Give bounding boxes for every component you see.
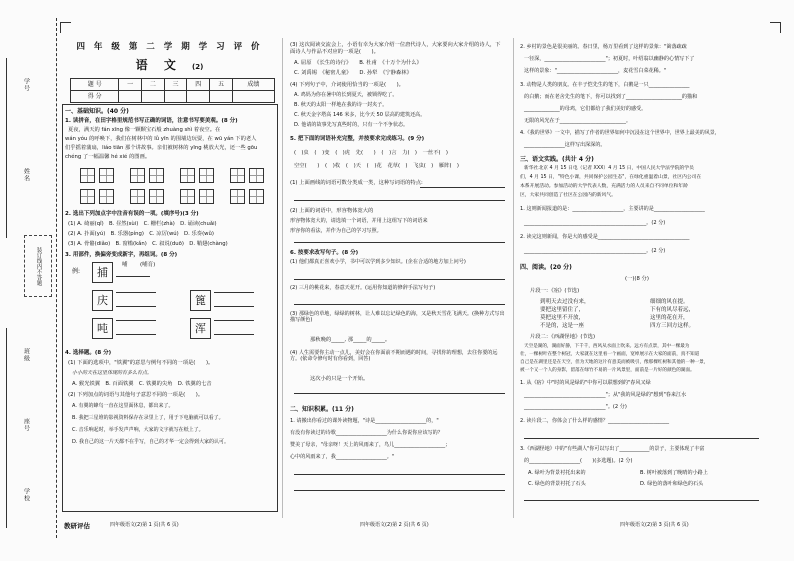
corner-mark: [770, 22, 781, 33]
question-text: 这样的景象："________________________，麦花雪白菜花稀。": [524, 68, 667, 74]
option[interactable]: C. 音乐响起时，举手发声声响，大家的文字就写在纸上了。: [72, 427, 204, 433]
answer-line[interactable]: [420, 187, 505, 188]
brand-logo: 教研评估: [64, 522, 90, 530]
grid-cell[interactable]: [80, 168, 95, 183]
answer-line[interactable]: [116, 320, 156, 321]
question-text: (1) 他们都真正喜欢小学，书中可以学到多少知识。(企在合适的地方加上问号): [290, 259, 466, 265]
question-text: (3) 这次阅读交流会上，小语有幸为大家介绍一位唐代诗人，大家要向大家介绍的诗人，下面诗人与作品不对应的一项是( )。: [290, 42, 501, 55]
column-divider: [282, 38, 283, 518]
writing-grid[interactable]: [80, 189, 264, 204]
sidebar-label-seat: 座号: [22, 418, 30, 432]
subsection-title: (一)(8 分): [625, 276, 649, 282]
question-text: ________________________________"。(2 分): [524, 404, 627, 410]
passage-title: 片段二：《西湖怪地》(节选): [530, 334, 596, 340]
char-box: 篦: [190, 290, 211, 311]
question-text: 3.《西湖怪地》中的"有些湖人"你可以写出了____________的景子，主要体现了丰富: [520, 446, 705, 452]
option[interactable]: C. 绿色的背景衬托了石头: [528, 481, 586, 487]
exam-title: 四 年 级 第 二 学 期 学 习 评 价: [76, 42, 263, 52]
column-divider: [513, 38, 514, 518]
question-title: 1. 读拼音，在田字格里规范书写正确的词语，注意书写要美观。(8 分): [65, 118, 238, 124]
question-text: 们乎摇着蒲扇，liáo tiān 那个讲故事。亲们被树林的 yīng 桃放大光，还一些 gōu: [65, 145, 258, 151]
answer-line[interactable]: [116, 292, 156, 293]
fill-sentence[interactable]: 那秋晚的_____, 那_____的_____。: [310, 337, 391, 343]
answer-line[interactable]: [294, 393, 505, 394]
poem-right: 细细的风在提。 下有的风尽着远， 这里的花在开， 四方三回方这样。: [650, 299, 695, 329]
answer-line[interactable]: [294, 490, 505, 491]
answer-line[interactable]: [214, 320, 254, 321]
question-text: (4) 下列句子中，介词使用恰当的一项是( )。: [290, 82, 404, 88]
option-row: (1) A. 绮丽(qǐ) B. 昼然(sùi) C. 栅栏(zhà) D. 诵读(chuǎi): [68, 221, 217, 227]
sidebar-label-name: 姓名: [22, 168, 30, 182]
answer-line[interactable]: [524, 438, 759, 439]
option-row: (3) A. 骨骼(diǎo) B. 窗槛(kǎn) C. 叙说(duō) D. 鞘翅(chàng): [68, 241, 228, 247]
seal-line-notice: 装订线内不答题: [24, 235, 52, 297]
fill-sentence: 这次小的只是一个开始。: [310, 376, 369, 382]
exam-subject: 语 文 (2): [135, 58, 204, 72]
answer-line[interactable]: [214, 306, 254, 307]
fill-row[interactable]: ( )虫 ( )变 ( )虎 先( ) ( )言 力( ) 一丝不( ): [294, 150, 448, 156]
answer-line[interactable]: [116, 334, 156, 335]
passage-text: 区，大家共同创造了社区在公园内的新风气。: [520, 193, 616, 198]
question-text: ________________这样写出深深的。: [524, 142, 606, 148]
fill-line: [6, 58, 8, 238]
writing-grid[interactable]: [80, 168, 264, 183]
question-title: 2. 选出下列加点字中注音有误的一项。(填序号)(3 分): [65, 211, 199, 217]
question-text: 无限的风光在于__________________________。: [524, 118, 631, 124]
option[interactable]: A. 有翼的蜂鸟一直在这里面休息，都出来了。: [72, 403, 174, 409]
grid-cell[interactable]: [230, 168, 245, 183]
question-text: ________________________________"；从"我的风是绿的"想到"春来江水: [524, 392, 687, 398]
section-title: 三、语文实践。(共计 4 分): [520, 156, 594, 163]
option[interactable]: A. 绿叶为背景衬托出来的: [528, 470, 586, 476]
question-text: 4.《我的世界》一文中，描写了作者的世界如何中沉浸在这个世界中，世界上最美的风景，: [520, 130, 720, 136]
question-text: 的白鹅；而在老舍先生的笔下，你可以找到了______________________的猫和: [524, 94, 698, 100]
grid-cell[interactable]: [249, 168, 264, 183]
passage-text: 新华社北京 4 月 15 日电（记者 XXX）4 月 15 日，中国人民大学法学院的学员: [524, 166, 694, 171]
grid-cell[interactable]: [199, 189, 214, 204]
option[interactable]: D. 我自己的这一片天都不在乎写，自己的才华一定会得到大家的认可。: [72, 439, 230, 445]
grid-cell[interactable]: [149, 168, 164, 183]
passage-text: 们，4 月 15 日，"特色小课，共同保护公园生态"，在绿化重温着山景，社区内公司在: [520, 175, 702, 180]
question-text: 形容物体宽大的，请选填一个词语，并用上这组写下的词语来: [290, 218, 428, 224]
option[interactable]: B. 树叶被落到了晚晴的小路上: [640, 470, 708, 476]
example-word: (哺育): [140, 262, 156, 268]
question-title: 5. 把下面的词语补充完整，并按要求完成练习。(9 分): [290, 136, 425, 142]
grid-cell[interactable]: [180, 168, 195, 183]
question-text: (4) 人生需要你主动一点儿，美好会在你面前不期而遇的时间，寻找你的理想，去往你要的远方。(依命令修句时有你看到，回答): [290, 350, 498, 363]
passage-title: 片段一：《宿》(节选): [530, 288, 580, 294]
grid-cell[interactable]: [80, 189, 95, 204]
char-box: 吨: [92, 318, 113, 339]
question-text: 1. 这则新闻报道的是：____________________，主要讲的是____________________: [520, 206, 705, 212]
section-title: 二、知识积累。(11 分): [290, 406, 354, 413]
grid-cell[interactable]: [149, 189, 164, 204]
answer-line[interactable]: [214, 334, 254, 335]
option[interactable]: A. 鸡妈为你在暑中的长到夏天，被锁得吃了。: [294, 92, 398, 98]
table-row: 得 分: [71, 91, 275, 103]
question-text: 形容你的看法，并作为自己的学习写照。: [290, 228, 382, 234]
option[interactable]: D. 他请的故事先写真些时的，只有一个不争状态。: [294, 122, 409, 128]
option-row: A. 屈原 《长生的诗行》 B. 杜甫 《十万个为什么》: [294, 60, 422, 66]
answer-line[interactable]: [294, 200, 505, 201]
answer-line[interactable]: [116, 306, 156, 307]
grid-cell[interactable]: [249, 189, 264, 204]
section-title: 一、基础知识。(40 分): [65, 108, 129, 115]
char-box: 浑: [190, 318, 211, 339]
question-text: (1) 下面的选项中，"铁翼"的意思与例句不同的一项是( )。: [68, 360, 214, 366]
question-text: ______________的母鸡，它们都给了我们美好的感受。: [524, 106, 647, 112]
option[interactable]: B. 秋天的太阳一样地在我的诗一封夹子。: [294, 102, 388, 108]
corner-mark: [60, 22, 71, 33]
question-text: 的____________________( )(多选题)。(2 分): [524, 458, 633, 464]
question-title: 6. 按要求改写句子。(8 分): [290, 250, 359, 256]
question-text: ________________________________________________。(2 分): [524, 248, 666, 254]
answer-line[interactable]: [214, 292, 254, 293]
poem-left: 到明天去过没有来， 要把这里留住了， 莫把这里不开放， 不是的，这是一座: [540, 299, 590, 329]
table-row: 题 号 一 二 三 四 五 成绩: [71, 79, 275, 91]
sidebar-label-school: 学校: [22, 488, 30, 502]
question-text: 2. 乡村的景色是很美丽的。春日里，杨万里看到了这样的景象："篱落疏疏: [520, 44, 687, 50]
question-text: 2. 读完这则新闻，你是大的感受是____________________________________: [520, 234, 690, 240]
question-text: 心中的风雨来了，我____________________。": [290, 454, 395, 460]
passage-text: 被一个又一个人的身影，留落在绿竹不易的一片风景里，面前是一片好的颜色的湖面。: [520, 368, 695, 373]
score-table: [70, 78, 275, 103]
grid-cell[interactable]: [99, 189, 114, 204]
question-text: wán yóu 的呼唤下，我们在树林中的 lǜ yīn 的围墙边玩耍，在 wū yán 下的老人: [65, 136, 257, 142]
grid-cell[interactable]: [180, 189, 195, 204]
question-text: 3. 动物是人类的朋友。在丰子恺先生的笔下，白鹅是一只________________: [520, 82, 690, 88]
question-example: 小小的天在这里体现的有多么有点。: [72, 370, 153, 376]
answer-line[interactable]: [294, 304, 505, 305]
page-number: 四年级语文(2)第 1 页(共 6 页): [110, 522, 179, 528]
example-word: 哺: [122, 262, 128, 268]
section-title: 四、阅读。(20 分): [520, 264, 572, 271]
option-row: C. 刘禹锡 《秘密儿童》 D. 孙犁 《宁静森林》: [294, 70, 412, 76]
question-title: 4. 选择题。(8 分): [65, 350, 112, 356]
question-text: (1) 上面画线的词语可数分类成一类，这种写词语的特点:: [290, 180, 423, 186]
question-text: 2. 读片段二，你体会了什么样的感情？________________________: [520, 418, 670, 424]
question-text: 有没有你读过的诗歌____________________为什么你说你应该写的？: [290, 430, 443, 436]
fill-line: [6, 328, 8, 528]
question-text: (3) 那绿色的草地，绿绿的树林，让人难以忘记绿色的海，又是秋天雪花飞满天。(换种方式写出描写颜色): [290, 311, 505, 324]
question-text: 1. 请搬出你看过的课外读物题，"诗是____________________的，": [290, 418, 439, 424]
answer-line[interactable]: [294, 242, 505, 243]
sidebar-label-id: 学号: [22, 78, 30, 92]
char-box: 捕: [92, 262, 113, 283]
grid-cell[interactable]: [130, 189, 145, 204]
option[interactable]: B. 我把三星堆的影视资料保存在录里上了，用于下电脑就可以看了。: [72, 415, 224, 421]
fill-row[interactable]: 空空( ) ( )枚 ( )天 ( )花 花草( ) 飞虫( ) 雁阵( ): [294, 163, 459, 169]
question-title: 3. 用部件，换偏旁变成新字，再组词。(8 分): [65, 252, 178, 258]
grid-cell[interactable]: [130, 168, 145, 183]
question-text: (2) 三月的桃花来，春意天花开。(运用你知道的修辞手法写句子): [290, 285, 436, 291]
answer-line[interactable]: [524, 500, 759, 501]
grid-cell[interactable]: [199, 168, 214, 183]
question-text: 夏夜，满天的 fán xīng 像一颗颗宝石般 zhuàng shì 着夜空。在: [68, 127, 221, 133]
question-text: ________________________________________________。(2 分): [524, 220, 666, 226]
example-label: 例:: [72, 268, 81, 275]
grid-cell[interactable]: [99, 168, 114, 183]
option-row: A. 猴光铁翼 B. 百面铁翼 C. 铁翼的尖角 D. 铁翼的七音: [72, 381, 212, 387]
passage-text: 天空是湖的，湖面好静，下千千，西风从水面上吹来。远方有点景，其中一棵最为: [524, 344, 690, 349]
question-text: (2) 上面的词语中，形容物体宽大的: [290, 208, 374, 214]
passage-text: 本系开展活动。参加活动的大学代表人数，充满活力的人员来自不同单位和年龄: [520, 184, 688, 189]
passage-text: 自己是在湖里还是在天空，但为天地的这片有意美而被吸引，像那棵红树和其他的一种一景，: [520, 360, 709, 365]
question-text: 一径深，________________________"；初夏时，叶绍翁以幽静的心情写下了: [524, 56, 695, 62]
answer-line[interactable]: [294, 474, 505, 475]
question-text: 赞美了母亲，"母亲呀！天上的风雨来了，鸟儿____________________；: [290, 442, 451, 448]
grid-cell[interactable]: [230, 189, 245, 204]
question-text: (2) 下列加点的词语与其他句子意思不同的一项是( )。: [68, 392, 204, 398]
question-text: 1. 从《宿》中"时的风是绿的"中你可以联想到的"春风又绿: [520, 380, 651, 386]
option-row: (2) A. 扑面(yú) B. 乐器(píng) C. 凉厉(wú) D. 乐奏(wǔ): [68, 231, 214, 237]
question-text: chéng 了一幅温馨 hé xié 的图画。: [65, 154, 151, 160]
answer-line[interactable]: [294, 279, 505, 280]
option[interactable]: D. 绿色的落叶和绿色的石头: [640, 481, 704, 487]
page-number: 四年级语文(2)第 3 页(共 6 页): [620, 522, 689, 528]
answer-line[interactable]: [116, 276, 150, 277]
char-box: 庆: [92, 290, 113, 311]
option[interactable]: C. 秋天金字塔高 146 米多，比今天 50 层高的建筑还高。: [294, 112, 426, 118]
page-number: 四年级语文(2)第 2 页(共 6 页): [360, 522, 429, 528]
sidebar-label-class: 班级: [22, 348, 30, 362]
passage-text: 壮，一棵树叶在整个树冠，大家就在这里看一个画面，宽绰展示在大家的面前，真不知道: [520, 352, 700, 357]
